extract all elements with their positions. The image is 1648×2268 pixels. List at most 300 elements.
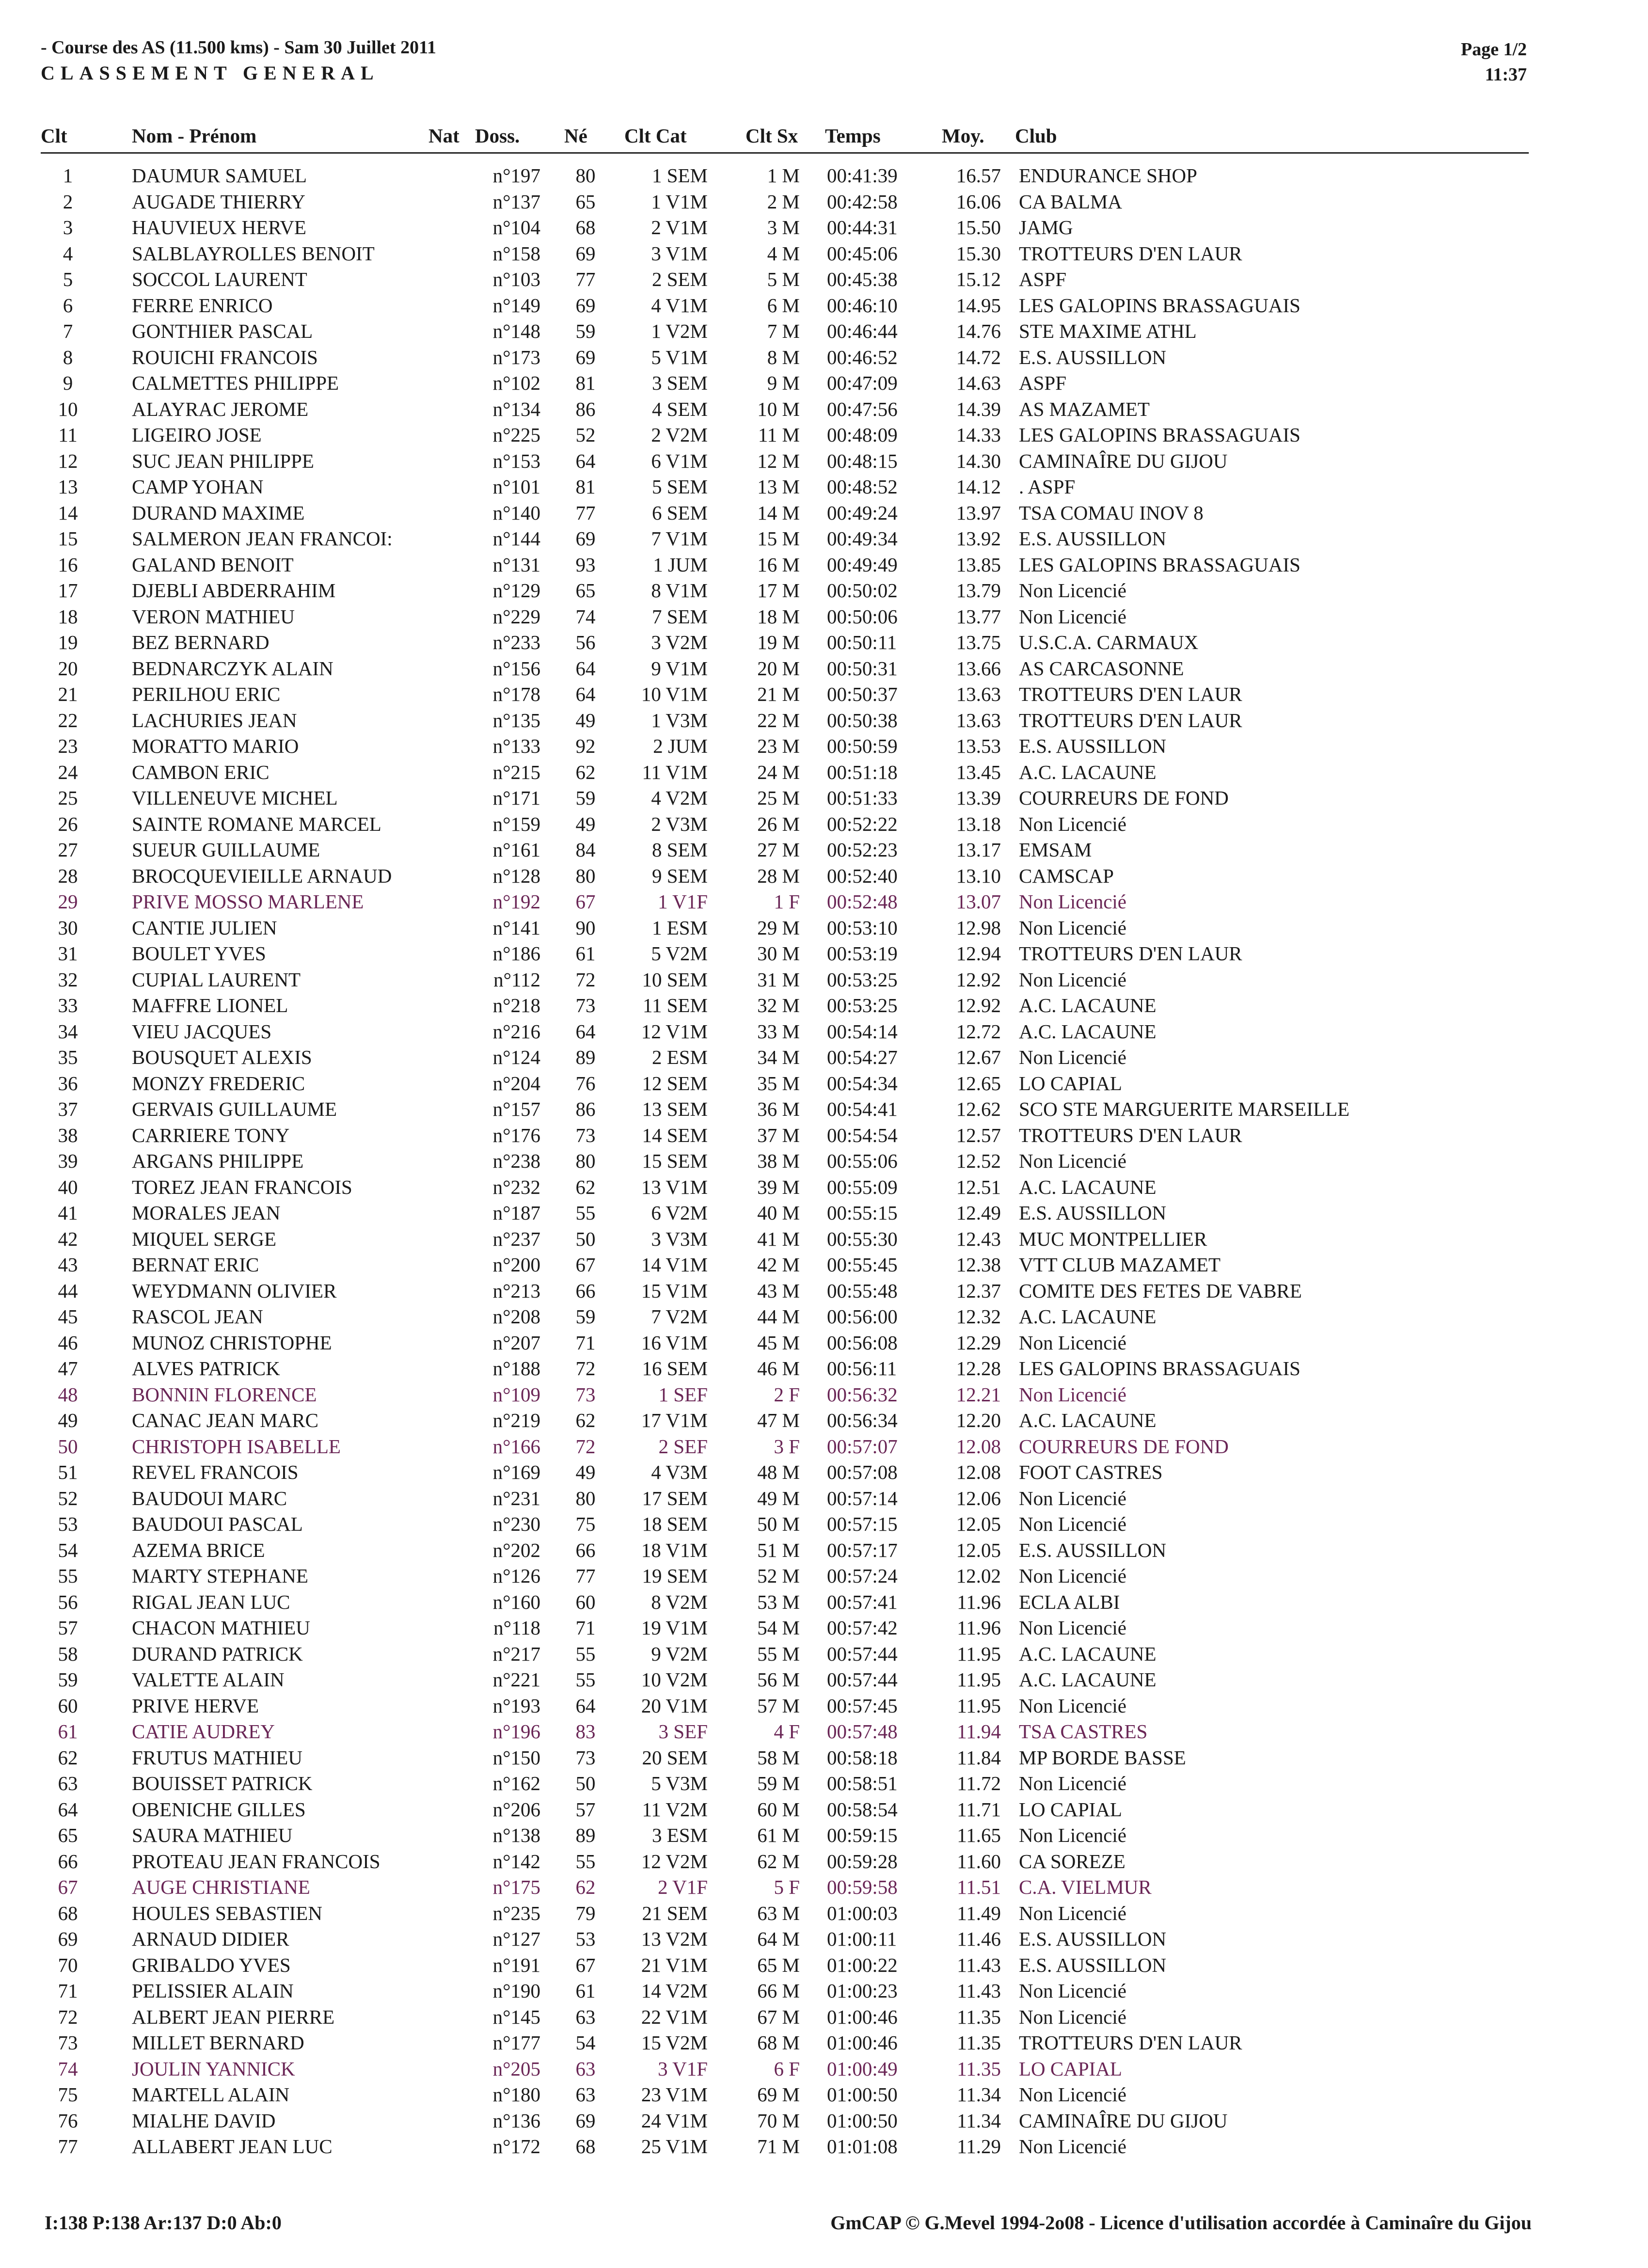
cell-time: 00:48:15 — [827, 449, 898, 472]
cell-speed: 15.12 — [956, 268, 1001, 290]
cell-name: CHACON MATHIEU — [132, 1617, 310, 1639]
cell-gender-rank: 5 F — [774, 1876, 800, 1898]
cell-bib: n°140 — [492, 501, 540, 524]
cell-name: SALBLAYROLLES BENOIT — [132, 242, 375, 265]
cell-time: 00:53:25 — [827, 994, 898, 1016]
cell-gender-rank: 30 M — [757, 942, 800, 965]
cell-gender-rank: 15 M — [757, 527, 800, 550]
cell-name: SAINTE ROMANE MARCEL — [132, 812, 381, 835]
cell-category-rank: 7 SEM — [651, 605, 708, 628]
table-row — [0, 1901, 1648, 1927]
cell-gender-rank: 24 M — [757, 761, 800, 783]
cell-time: 01:00:23 — [827, 1980, 898, 2002]
cell-category-rank: 2 SEF — [658, 1435, 708, 1458]
cell-rank: 2 — [63, 190, 73, 213]
cell-speed: 12.28 — [956, 1357, 1001, 1380]
cell-name: BOUSQUET ALEXIS — [132, 1046, 312, 1068]
header-sx: Clt Sx — [745, 125, 798, 147]
table-row — [0, 215, 1648, 241]
cell-birth-year: 64 — [575, 657, 596, 680]
cell-category-rank: 3 V2M — [651, 631, 708, 653]
cell-rank: 13 — [58, 476, 78, 498]
cell-club: ECLA ALBI — [1019, 1590, 1120, 1613]
cell-category-rank: 25 V1M — [641, 2135, 708, 2157]
table-row — [0, 656, 1648, 682]
cell-birth-year: 93 — [575, 553, 596, 576]
cell-time: 00:57:14 — [827, 1487, 898, 1509]
cell-club: E.S. AUSSILLON — [1019, 346, 1167, 368]
cell-name: MILLET BERNARD — [132, 2031, 304, 2054]
cell-bib: n°202 — [492, 1538, 540, 1561]
cell-club: TROTTEURS D'EN LAUR — [1019, 709, 1242, 731]
header-divider — [41, 152, 1529, 154]
cell-speed: 13.07 — [956, 890, 1001, 913]
table-row — [0, 2082, 1648, 2108]
table-row — [0, 370, 1648, 397]
cell-name: ARGANS PHILIPPE — [132, 1150, 304, 1172]
cell-speed: 16.57 — [956, 164, 1001, 187]
cell-club: MP BORDE BASSE — [1019, 1746, 1186, 1769]
cell-name: MORALES JEAN — [132, 1202, 281, 1224]
cell-category-rank: 13 V2M — [641, 1928, 708, 1950]
cell-rank: 21 — [58, 683, 78, 705]
table-row — [0, 1771, 1648, 1797]
cell-speed: 12.38 — [956, 1253, 1001, 1276]
cell-rank: 49 — [58, 1409, 78, 1431]
cell-bib: n°160 — [492, 1590, 540, 1613]
cell-name: CUPIAL LAURENT — [132, 968, 301, 991]
cell-time: 00:44:31 — [827, 216, 898, 238]
cell-club: COURREURS DE FOND — [1019, 1435, 1229, 1458]
cell-birth-year: 62 — [575, 1409, 596, 1431]
cell-bib: n°161 — [492, 839, 540, 861]
cell-bib: n°178 — [492, 683, 540, 705]
cell-category-rank: 15 V2M — [641, 2031, 708, 2054]
cell-category-rank: 3 V3M — [651, 1227, 708, 1250]
cell-gender-rank: 2 F — [774, 1383, 800, 1406]
table-row — [0, 993, 1648, 1019]
cell-gender-rank: 28 M — [757, 864, 800, 887]
cell-birth-year: 73 — [575, 994, 596, 1016]
cell-rank: 9 — [63, 372, 73, 394]
cell-speed: 11.35 — [957, 2031, 1001, 2054]
cell-name: HOULES SEBASTIEN — [132, 1902, 322, 1924]
table-row — [0, 2030, 1648, 2056]
cell-bib: n°109 — [492, 1383, 540, 1406]
cell-club: TROTTEURS D'EN LAUR — [1019, 942, 1242, 965]
cell-time: 00:46:44 — [827, 320, 898, 342]
cell-birth-year: 69 — [575, 527, 596, 550]
cell-club: Non Licencié — [1019, 2005, 1126, 2028]
cell-bib: n°166 — [492, 1435, 540, 1458]
cell-rank: 55 — [58, 1565, 78, 1587]
cell-birth-year: 90 — [575, 916, 596, 939]
cell-time: 00:57:17 — [827, 1538, 898, 1561]
cell-club: A.C. LACAUNE — [1019, 1305, 1157, 1328]
cell-category-rank: 19 SEM — [642, 1565, 708, 1587]
cell-time: 00:47:56 — [827, 397, 898, 420]
cell-category-rank: 14 V1M — [641, 1253, 708, 1276]
cell-category-rank: 20 V1M — [641, 1694, 708, 1717]
table-row — [0, 682, 1648, 708]
cell-name: CARRIERE TONY — [132, 1124, 290, 1146]
cell-rank: 45 — [58, 1305, 78, 1328]
cell-time: 00:45:38 — [827, 268, 898, 290]
table-row — [0, 811, 1648, 838]
cell-time: 00:48:09 — [827, 424, 898, 446]
cell-club: Non Licencié — [1019, 1331, 1126, 1354]
cell-name: DAUMUR SAMUEL — [132, 164, 307, 187]
cell-bib: n°136 — [492, 2109, 540, 2132]
cell-birth-year: 64 — [575, 1020, 596, 1043]
cell-rank: 29 — [58, 890, 78, 913]
cell-category-rank: 12 V1M — [641, 1020, 708, 1043]
cell-name: MUNOZ CHRISTOPHE — [132, 1331, 332, 1354]
cell-rank: 26 — [58, 812, 78, 835]
cell-birth-year: 52 — [575, 424, 596, 446]
cell-club: Non Licencié — [1019, 1046, 1126, 1068]
cell-name: DJEBLI ABDERRAHIM — [132, 579, 336, 602]
page-number: Page 1/2 — [1460, 39, 1527, 60]
cell-speed: 12.05 — [956, 1513, 1001, 1535]
cell-name: WEYDMANN OLIVIER — [132, 1279, 337, 1302]
cell-name: FRUTUS MATHIEU — [132, 1746, 302, 1769]
cell-speed: 11.43 — [957, 1953, 1001, 1976]
cell-category-rank: 3 SEF — [658, 1720, 708, 1743]
cell-gender-rank: 6 F — [774, 2057, 800, 2080]
cell-rank: 27 — [58, 839, 78, 861]
cell-bib: n°144 — [492, 527, 540, 550]
cell-category-rank: 22 V1M — [641, 2005, 708, 2028]
cell-speed: 13.18 — [956, 812, 1001, 835]
cell-birth-year: 74 — [575, 605, 596, 628]
cell-speed: 11.96 — [957, 1590, 1001, 1613]
cell-bib: n°102 — [492, 372, 540, 394]
cell-bib: n°217 — [492, 1642, 540, 1665]
cell-rank: 8 — [63, 346, 73, 368]
cell-birth-year: 55 — [575, 1202, 596, 1224]
cell-club: A.C. LACAUNE — [1019, 1642, 1157, 1665]
table-row — [0, 345, 1648, 371]
cell-birth-year: 72 — [575, 1435, 596, 1458]
cell-bib: n°173 — [492, 346, 540, 368]
cell-gender-rank: 51 M — [757, 1538, 800, 1561]
cell-gender-rank: 68 M — [757, 2031, 800, 2054]
cell-category-rank: 20 SEM — [642, 1746, 708, 1769]
cell-speed: 12.02 — [956, 1565, 1001, 1587]
cell-category-rank: 6 SEM — [651, 501, 708, 524]
cell-gender-rank: 31 M — [757, 968, 800, 991]
cell-bib: n°153 — [492, 449, 540, 472]
cell-gender-rank: 36 M — [757, 1098, 800, 1120]
cell-speed: 12.29 — [956, 1331, 1001, 1354]
cell-speed: 12.57 — [956, 1124, 1001, 1146]
cell-speed: 12.72 — [956, 1020, 1001, 1043]
cell-rank: 66 — [58, 1850, 78, 1872]
cell-birth-year: 79 — [575, 1902, 596, 1924]
cell-category-rank: 14 V2M — [641, 1980, 708, 2002]
cell-time: 00:50:59 — [827, 735, 898, 757]
table-row — [0, 293, 1648, 319]
cell-name: BONNIN FLORENCE — [132, 1383, 317, 1406]
cell-name: SUEUR GUILLAUME — [132, 839, 320, 861]
table-row — [0, 2004, 1648, 2030]
cell-rank: 32 — [58, 968, 78, 991]
cell-club: C.A. VIELMUR — [1019, 1876, 1152, 1898]
cell-gender-rank: 34 M — [757, 1046, 800, 1068]
table-row — [0, 1356, 1648, 1382]
cell-speed: 15.30 — [956, 242, 1001, 265]
table-row — [0, 708, 1648, 734]
cell-time: 00:45:06 — [827, 242, 898, 265]
cell-gender-rank: 54 M — [757, 1617, 800, 1639]
cell-rank: 70 — [58, 1953, 78, 1976]
table-row — [0, 1926, 1648, 1952]
cell-birth-year: 62 — [575, 1175, 596, 1198]
cell-birth-year: 63 — [575, 2083, 596, 2106]
results-table — [0, 163, 1648, 2160]
cell-speed: 14.72 — [956, 346, 1001, 368]
cell-name: BERNAT ERIC — [132, 1253, 259, 1276]
cell-time: 00:51:33 — [827, 787, 898, 809]
cell-time: 00:55:06 — [827, 1150, 898, 1172]
cell-bib: n°148 — [492, 320, 540, 342]
cell-rank: 30 — [58, 916, 78, 939]
cell-name: GONTHIER PASCAL — [132, 320, 313, 342]
cell-name: VALETTE ALAIN — [132, 1668, 285, 1691]
cell-category-rank: 15 SEM — [642, 1150, 708, 1172]
cell-gender-rank: 4 M — [767, 242, 800, 265]
cell-club: A.C. LACAUNE — [1019, 1409, 1157, 1431]
cell-gender-rank: 29 M — [757, 916, 800, 939]
cell-club: TROTTEURS D'EN LAUR — [1019, 242, 1242, 265]
cell-club: ASPF — [1019, 372, 1067, 394]
cell-gender-rank: 37 M — [757, 1124, 800, 1146]
cell-speed: 13.66 — [956, 657, 1001, 680]
cell-speed: 11.34 — [957, 2109, 1001, 2132]
cell-club: MUC MONTPELLIER — [1019, 1227, 1207, 1250]
cell-rank: 16 — [58, 553, 78, 576]
cell-time: 00:53:10 — [827, 916, 898, 939]
cell-rank: 47 — [58, 1357, 78, 1380]
cell-birth-year: 89 — [575, 1046, 596, 1068]
cell-time: 00:50:31 — [827, 657, 898, 680]
cell-birth-year: 86 — [575, 1098, 596, 1120]
cell-name: BEZ BERNARD — [132, 631, 269, 653]
cell-rank: 64 — [58, 1798, 78, 1821]
cell-gender-rank: 16 M — [757, 553, 800, 576]
cell-club: ASPF — [1019, 268, 1067, 290]
cell-club: LES GALOPINS BRASSAGUAIS — [1019, 1357, 1300, 1380]
cell-gender-rank: 58 M — [757, 1746, 800, 1769]
cell-club: Non Licencié — [1019, 1565, 1126, 1587]
table-row — [0, 1641, 1648, 1667]
cell-rank: 73 — [58, 2031, 78, 2054]
cell-category-rank: 10 V1M — [641, 683, 708, 705]
cell-speed: 12.20 — [956, 1409, 1001, 1431]
cell-name: MAFFRE LIONEL — [132, 994, 288, 1016]
cell-gender-rank: 56 M — [757, 1668, 800, 1691]
cell-category-rank: 7 V2M — [651, 1305, 708, 1328]
cell-gender-rank: 50 M — [757, 1513, 800, 1535]
cell-category-rank: 9 SEM — [651, 864, 708, 887]
cell-birth-year: 49 — [575, 709, 596, 731]
cell-time: 00:47:09 — [827, 372, 898, 394]
cell-category-rank: 9 V1M — [651, 657, 708, 680]
cell-category-rank: 2 V3M — [651, 812, 708, 835]
cell-birth-year: 64 — [575, 683, 596, 705]
table-row — [0, 1174, 1648, 1201]
cell-gender-rank: 62 M — [757, 1850, 800, 1872]
cell-bib: n°145 — [492, 2005, 540, 2028]
cell-rank: 37 — [58, 1098, 78, 1120]
cell-rank: 69 — [58, 1928, 78, 1950]
cell-bib: n°124 — [492, 1046, 540, 1068]
cell-gender-rank: 43 M — [757, 1279, 800, 1302]
cell-rank: 71 — [58, 1980, 78, 2002]
cell-category-rank: 21 V1M — [641, 1953, 708, 1976]
cell-category-rank: 5 V3M — [651, 1772, 708, 1794]
cell-rank: 68 — [58, 1902, 78, 1924]
cell-club: Non Licencié — [1019, 579, 1126, 602]
cell-bib: n°207 — [492, 1331, 540, 1354]
cell-category-rank: 2 SEM — [651, 268, 708, 290]
cell-speed: 15.50 — [956, 216, 1001, 238]
cell-club: FOOT CASTRES — [1019, 1461, 1163, 1483]
table-row — [0, 1874, 1648, 1901]
cell-speed: 12.06 — [956, 1487, 1001, 1509]
cell-category-rank: 1 SEF — [658, 1383, 708, 1406]
cell-gender-rank: 6 M — [767, 294, 800, 317]
cell-birth-year: 72 — [575, 1357, 596, 1380]
cell-speed: 11.65 — [957, 1824, 1001, 1846]
table-row — [0, 1459, 1648, 1486]
cell-category-rank: 15 V1M — [641, 1279, 708, 1302]
cell-speed: 12.92 — [956, 968, 1001, 991]
cell-gender-rank: 59 M — [757, 1772, 800, 1794]
cell-bib: n°192 — [492, 890, 540, 913]
cell-birth-year: 72 — [575, 968, 596, 991]
cell-gender-rank: 71 M — [757, 2135, 800, 2157]
cell-rank: 53 — [58, 1513, 78, 1535]
cell-time: 00:58:51 — [827, 1772, 898, 1794]
table-row — [0, 1589, 1648, 1616]
cell-category-rank: 1 V1M — [651, 190, 708, 213]
cell-name: MIQUEL SERGE — [132, 1227, 276, 1250]
cell-name: LACHURIES JEAN — [132, 709, 297, 731]
cell-club: Non Licencié — [1019, 1980, 1126, 2002]
cell-time: 00:54:54 — [827, 1124, 898, 1146]
cell-bib: n°196 — [492, 1720, 540, 1743]
cell-time: 00:46:10 — [827, 294, 898, 317]
table-row — [0, 1615, 1648, 1641]
cell-time: 00:57:42 — [827, 1617, 898, 1639]
cell-rank: 74 — [58, 2057, 78, 2080]
cell-bib: n°235 — [492, 1902, 540, 1924]
cell-name: VIEU JACQUES — [132, 1020, 272, 1043]
cell-gender-rank: 21 M — [757, 683, 800, 705]
cell-bib: n°162 — [492, 1772, 540, 1794]
cell-bib: n°197 — [492, 164, 540, 187]
cell-name: HAUVIEUX HERVE — [132, 216, 306, 238]
cell-speed: 11.94 — [957, 1720, 1001, 1743]
cell-club: SCO STE MARGUERITE MARSEILLE — [1019, 1098, 1350, 1120]
cell-time: 00:56:11 — [827, 1357, 897, 1380]
cell-gender-rank: 48 M — [757, 1461, 800, 1483]
cell-speed: 14.39 — [956, 397, 1001, 420]
cell-birth-year: 80 — [575, 164, 596, 187]
table-row — [0, 318, 1648, 345]
cell-time: 00:50:11 — [827, 631, 897, 653]
cell-speed: 13.79 — [956, 579, 1001, 602]
cell-club: A.C. LACAUNE — [1019, 1020, 1157, 1043]
cell-birth-year: 83 — [575, 1720, 596, 1743]
cell-bib: n°187 — [492, 1202, 540, 1224]
cell-category-rank: 13 SEM — [642, 1098, 708, 1120]
cell-gender-rank: 20 M — [757, 657, 800, 680]
cell-speed: 12.21 — [956, 1383, 1001, 1406]
cell-bib: n°206 — [492, 1798, 540, 1821]
cell-birth-year: 71 — [575, 1617, 596, 1639]
cell-bib: n°218 — [492, 994, 540, 1016]
cell-speed: 14.63 — [956, 372, 1001, 394]
cell-bib: n°230 — [492, 1513, 540, 1535]
cell-rank: 23 — [58, 735, 78, 757]
cell-name: BROCQUEVIEILLE ARNAUD — [132, 864, 392, 887]
cell-gender-rank: 55 M — [757, 1642, 800, 1665]
cell-gender-rank: 60 M — [757, 1798, 800, 1821]
cell-birth-year: 67 — [575, 890, 596, 913]
header-cat: Clt Cat — [624, 125, 687, 147]
cell-category-rank: 1 V2M — [651, 320, 708, 342]
cell-speed: 13.45 — [956, 761, 1001, 783]
cell-name: FERRE ENRICO — [132, 294, 273, 317]
cell-bib: n°180 — [492, 2083, 540, 2106]
cell-club: E.S. AUSSILLON — [1019, 1202, 1167, 1224]
cell-time: 01:00:03 — [827, 1902, 898, 1924]
cell-speed: 11.29 — [957, 2135, 1001, 2157]
cell-speed: 12.49 — [956, 1202, 1001, 1224]
table-row — [0, 837, 1648, 863]
cell-time: 00:58:18 — [827, 1746, 898, 1769]
cell-speed: 12.94 — [956, 942, 1001, 965]
cell-gender-rank: 17 M — [757, 579, 800, 602]
cell-club: Non Licencié — [1019, 1383, 1126, 1406]
cell-speed: 11.51 — [957, 1876, 1001, 1898]
table-row — [0, 967, 1648, 993]
cell-category-rank: 3 V1M — [651, 242, 708, 265]
cell-category-rank: 12 V2M — [641, 1850, 708, 1872]
cell-name: MIALHE DAVID — [132, 2109, 276, 2132]
cell-birth-year: 86 — [575, 397, 596, 420]
cell-name: MARTELL ALAIN — [132, 2083, 290, 2106]
cell-rank: 25 — [58, 787, 78, 809]
cell-club: A.C. LACAUNE — [1019, 994, 1157, 1016]
cell-gender-rank: 69 M — [757, 2083, 800, 2106]
cell-bib: n°238 — [492, 1150, 540, 1172]
cell-name: TOREZ JEAN FRANCOIS — [132, 1175, 352, 1198]
cell-category-rank: 10 SEM — [642, 968, 708, 991]
cell-bib: n°190 — [492, 1980, 540, 2002]
cell-rank: 57 — [58, 1617, 78, 1639]
cell-speed: 12.92 — [956, 994, 1001, 1016]
cell-speed: 11.72 — [957, 1772, 1001, 1794]
cell-speed: 12.05 — [956, 1538, 1001, 1561]
cell-name: SAURA MATHIEU — [132, 1824, 293, 1846]
cell-bib: n°205 — [492, 2057, 540, 2080]
cell-birth-year: 81 — [575, 372, 596, 394]
cell-time: 00:57:07 — [827, 1435, 898, 1458]
